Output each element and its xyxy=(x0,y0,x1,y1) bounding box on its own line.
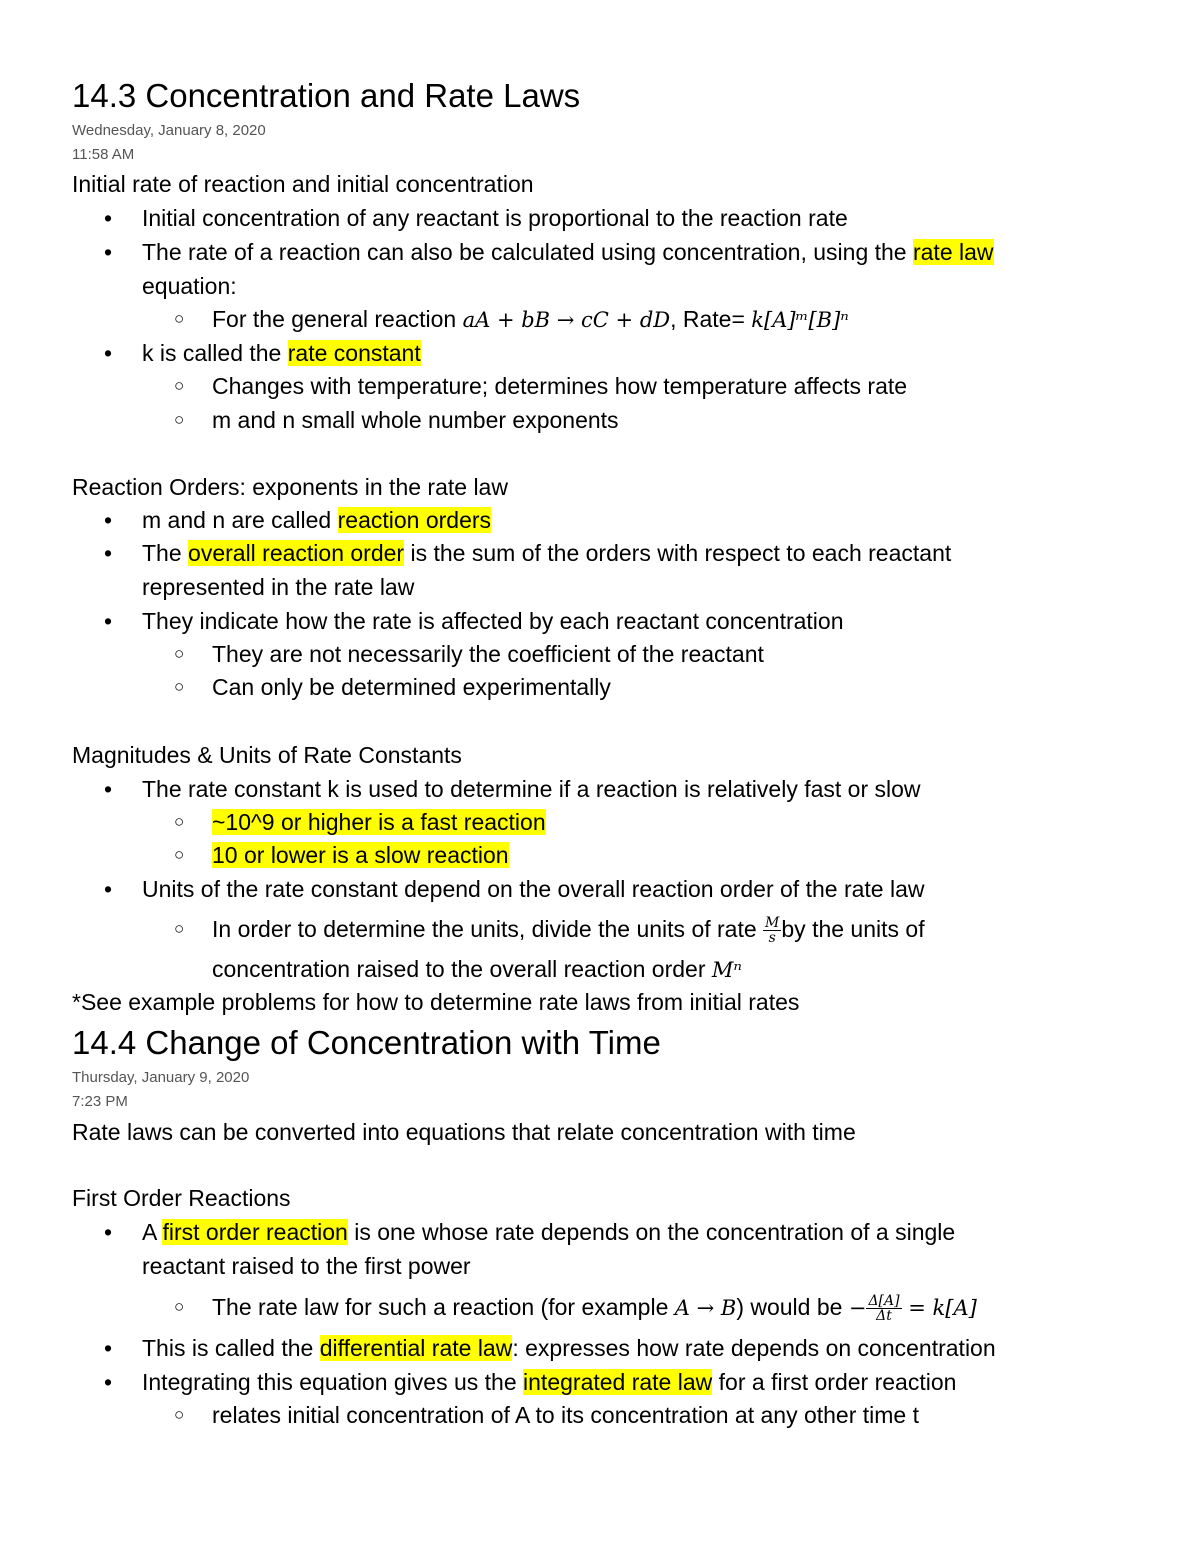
bullet-disc: • xyxy=(104,776,113,802)
list-item: Initial concentration of any reactant is proportional to the reaction rate xyxy=(142,205,848,231)
section-time-14-3: 11:58 AM xyxy=(72,146,135,163)
subheading-initial-rate: Initial rate of reaction and initial concentration xyxy=(72,171,534,197)
list-item: Integrating this equation gives us the integrated rate law for a first order reaction xyxy=(142,1369,957,1395)
list-item-continuation: reactant raised to the first power xyxy=(142,1253,471,1279)
bullet-disc: • xyxy=(104,507,113,533)
list-item: k is called the rate constant xyxy=(142,340,421,366)
list-item: They indicate how the rate is affected by each reactant concentration xyxy=(142,608,844,634)
bullet-circle: ○ xyxy=(174,309,185,328)
list-subitem: In order to determine the units, divide the units of rate $\frac{M}{s}$ by the units of xyxy=(212,915,925,947)
list-subitem-continuation: concentration raised to the overall reaction order Mⁿ xyxy=(212,956,742,982)
highlight-rate-constant: rate constant xyxy=(287,340,421,366)
list-subitem: For the general reaction aA + bB → cC + dD, Rate= k[A]ᵐ[B]ⁿ xyxy=(212,306,849,332)
highlight-fast-reaction: ~10^9 or higher is a fast reaction xyxy=(212,809,546,835)
section-title-14-3: 14.3 Concentration and Rate Laws xyxy=(72,77,581,114)
bullet-circle: ○ xyxy=(174,919,185,938)
note-example-problems: *See example problems for how to determine rate laws from initial rates xyxy=(72,989,800,1015)
list-subitem: Can only be determined experimentally xyxy=(212,674,611,700)
example-reaction: A → B xyxy=(674,1296,737,1320)
bullet-disc: • xyxy=(104,1369,113,1395)
bullet-disc: • xyxy=(104,540,113,566)
list-item: A first order reaction is one whose rate depends on the concentration of a single xyxy=(142,1219,956,1245)
general-reaction-equation: aA + bB → cC + dD xyxy=(462,308,671,332)
bullet-circle: ○ xyxy=(174,845,185,864)
list-subitem: relates initial concentration of A to its concentration at any other time t xyxy=(212,1402,920,1428)
bullet-circle: ○ xyxy=(174,677,185,696)
rate-expression: = k[A] xyxy=(901,1296,977,1320)
highlight-reaction-orders: reaction orders xyxy=(337,507,492,533)
bullet-disc: • xyxy=(104,239,113,265)
list-item: The rate of a reaction can also be calculated using concentration, using the rate law xyxy=(142,239,994,265)
bullet-disc: • xyxy=(104,1335,113,1361)
list-item: Units of the rate constant depend on the overall reaction order of the rate law xyxy=(142,876,925,902)
bullet-circle: ○ xyxy=(174,1297,185,1316)
list-subitem xyxy=(212,840,509,870)
list-subitem: They are not necessarily the coefficient of the reactant xyxy=(212,641,764,667)
subheading-magnitudes-units: Magnitudes & Units of Rate Constants xyxy=(72,742,462,768)
list-item-continuation: represented in the rate law xyxy=(142,574,415,600)
rate-law-expression: k[A]ᵐ[B]ⁿ xyxy=(751,308,849,332)
bullet-circle: ○ xyxy=(174,812,185,831)
highlight-rate-law: rate law xyxy=(912,239,994,265)
section-title-14-4: 14.4 Change of Concentration with Time xyxy=(72,1024,661,1061)
concentration-power-expression: Mⁿ xyxy=(711,958,742,982)
section-date-14-3: Wednesday, January 8, 2020 xyxy=(72,122,266,139)
highlight-integrated-rate-law: integrated rate law xyxy=(523,1369,713,1395)
highlight-overall-reaction-order: overall reaction order xyxy=(188,540,405,566)
list-item: This is called the differential rate law: expresses how rate depends on concentration xyxy=(142,1335,996,1361)
bullet-disc: • xyxy=(104,1219,113,1245)
list-item: The overall reaction order is the sum of the orders with respect to each reactant xyxy=(142,540,952,566)
intro-paragraph: Rate laws can be converted into equations that relate concentration with time xyxy=(72,1119,856,1145)
highlight-slow-reaction: 10 or lower is a slow reaction xyxy=(212,842,509,868)
subheading-first-order: First Order Reactions xyxy=(72,1185,291,1211)
bullet-disc: • xyxy=(104,205,113,231)
fraction-m-over-s: $\frac{M}{s}$ xyxy=(765,915,780,947)
bullet-disc: • xyxy=(104,608,113,634)
list-subitem: m and n small whole number exponents xyxy=(212,407,619,433)
section-time-14-4: 7:23 PM xyxy=(72,1093,128,1110)
bullet-disc: • xyxy=(104,876,113,902)
list-item-continuation: equation: xyxy=(142,273,237,299)
bullet-disc: • xyxy=(104,340,113,366)
bullet-circle: ○ xyxy=(174,644,185,663)
subheading-reaction-orders: Reaction Orders: exponents in the rate law xyxy=(72,474,508,500)
minus-sign: − xyxy=(848,1296,867,1320)
list-item: The rate constant k is used to determine if a reaction is relatively fast or slow xyxy=(142,776,921,802)
highlight-first-order-reaction: first order reaction xyxy=(162,1219,348,1245)
bullet-circle: ○ xyxy=(174,1405,185,1424)
list-subitem xyxy=(212,807,546,837)
bullet-circle: ○ xyxy=(174,410,185,429)
bullet-circle: ○ xyxy=(174,376,185,395)
fraction-delta-a-over-delta-t: $\frac{\Delta[A]}{\Delta t}$ xyxy=(868,1293,900,1325)
highlight-differential-rate-law: differential rate law xyxy=(319,1335,513,1361)
list-item: m and n are called reaction orders xyxy=(142,507,492,533)
list-subitem: The rate law for such a reaction (for example A → B) would be − $\frac{\Delta[A]}{\Delta t}$ = k[A] xyxy=(212,1293,977,1325)
list-subitem: Changes with temperature; determines how temperature affects rate xyxy=(212,373,908,399)
section-date-14-4: Thursday, January 9, 2020 xyxy=(72,1069,250,1086)
